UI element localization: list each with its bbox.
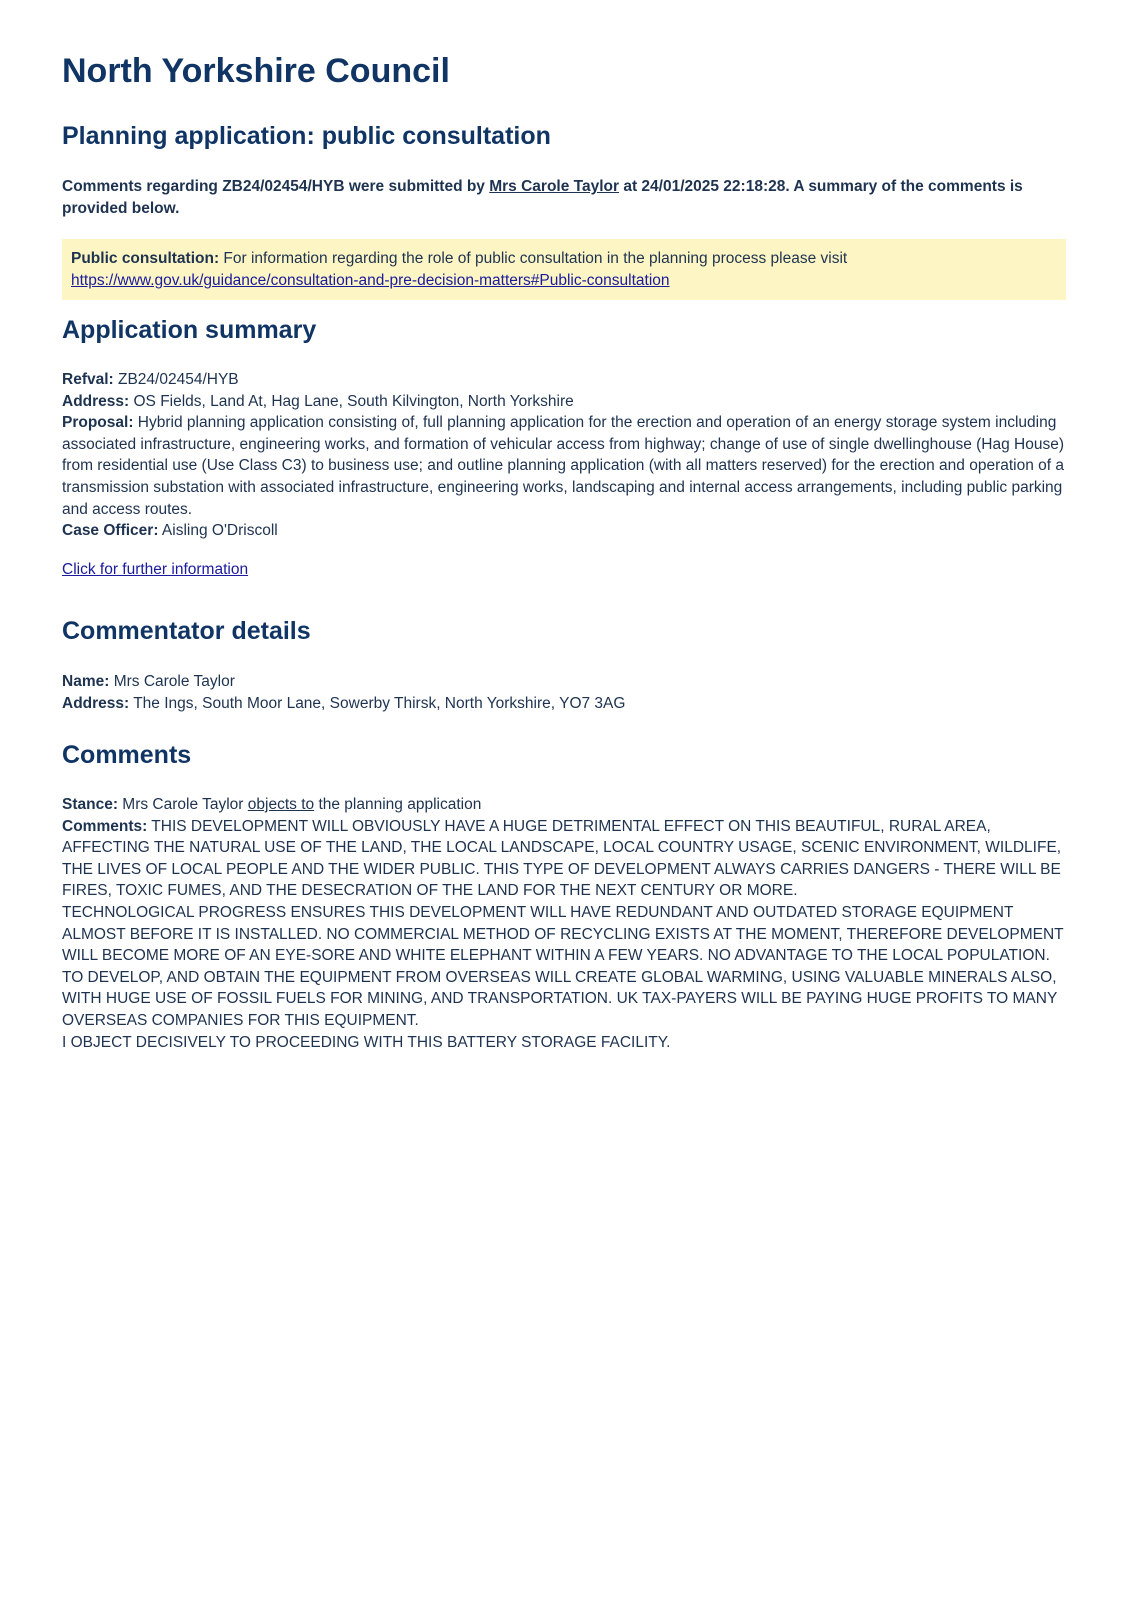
page-subtitle: Planning application: public consultation (62, 122, 551, 150)
notice-text: For information regarding the role of public consultation in the planning process please visit (219, 250, 848, 267)
application-summary-heading: Application summary (62, 316, 317, 344)
commentator-name-label: Name: (62, 673, 110, 690)
proposal-value: Hybrid planning application consisting of, full planning application for the erection and operation of an energy storage system including associated infrastructure, engineering works, and formation of vehicular access from highway; change of use of single dwellinghouse (Hag House) from residential use (Use Class C3) to business use; and outline planning application (with all matters reserved) for the erection and operation of a transmission substation with associated infrastructure, engineering works, landscaping and internal access arrangements, including public parking and access routes. (62, 414, 1065, 518)
refval-value: ZB24/02454/HYB (113, 371, 239, 388)
refval-label: Refval: (62, 371, 114, 388)
comments-text-1: THIS DEVELOPMENT WILL OBVIOUSLY HAVE A HUGE DETRIMENTAL EFFECT ON THIS BEAUTIFUL, RURAL AREA, AFFECTING THE NATURAL USE OF THE LAND, THE LOCAL LANDSCAPE, LOCAL COUNTRY USAGE, SCENIC ENVIRONMENT, WILDLIFE, THE LIVES OF LOCAL PEOPLE AND THE WIDER PUBLIC. THIS TYPE OF DEVELOPMENT ALWAYS CARRIES DANGERS - THERE WILL BE FIRES, TOXIC FUMES, AND THE DESECRATION OF THE LAND FOR THE NEXT CENTURY OR MORE. (62, 817, 1062, 900)
submitter-link[interactable]: Mrs Carole Taylor (489, 178, 620, 195)
refval-row (62, 369, 1068, 391)
comments-heading: Comments (62, 741, 192, 769)
proposal-row (62, 412, 1068, 520)
stance-prefix: Mrs Carole Taylor (118, 796, 248, 813)
public-consultation-notice (62, 239, 1066, 300)
address-label: Address: (62, 392, 130, 410)
case-officer-value: Aisling O'Driscoll (158, 522, 278, 540)
consultation-guidance-link[interactable]: https://www.gov.uk/guidance/consultation-and-pre-decision-matters#Public-consultation (71, 272, 670, 289)
proposal-label: Proposal: (62, 414, 134, 432)
comments-paragraph-1 (62, 816, 1068, 902)
address-row (62, 391, 1068, 413)
comments-body (62, 794, 1068, 1053)
case-officer-label: Case Officer: (62, 522, 159, 540)
comments-label: Comments: (62, 817, 148, 835)
stance-value[interactable]: objects to (247, 796, 315, 813)
intro-prefix: Comments regarding ZB24/02454/HYB were submitted by (62, 178, 490, 195)
application-summary-details (62, 369, 1068, 542)
comments-paragraph-2: TECHNOLOGICAL PROGRESS ENSURES THIS DEVELOPMENT WILL HAVE REDUNDANT AND OUTDATED STORAGE EQUIPMENT ALMOST BEFORE IT IS INSTALLED. NO COMMERCIAL METHOD OF RECYCLING EXISTS AT THE MOMENT, THEREFORE DEVELOPMENT WILL BECOME MORE OF AN EYE-SORE AND WHITE ELEPHANT WITHIN A FEW YEARS. NO ADVANTAGE TO THE LOCAL POPULATION. TO DEVELOP, AND OBTAIN THE EQUIPMENT FROM OVERSEAS WILL CREATE GLOBAL WARMING, USING VALUABLE MINERALS ALSO, WITH HUGE USE OF FOSSIL FUELS FOR MINING, AND TRANSPORTATION. UK TAX-PAYERS WILL BE PAYING HUGE PROFITS TO MANY OVERSEAS COMPANIES FOR THIS EQUIPMENT. (62, 903, 1064, 1029)
intro-suffix: at 24/01/2025 22:18:28. A summary of the comments is provided below. (62, 178, 1023, 217)
commentator-name-row (62, 671, 1068, 693)
stance-suffix: the planning application (314, 796, 482, 813)
commentator-details (62, 671, 1068, 714)
org-title: North Yorkshire Council (62, 52, 450, 90)
address-value: OS Fields, Land At, Hag Lane, South Kilvington, North Yorkshire (129, 392, 574, 410)
further-information-link[interactable]: Click for further information (62, 561, 249, 578)
case-officer-row (62, 520, 1068, 542)
commentator-address-row (62, 693, 1068, 715)
commentator-address-value: The Ings, South Moor Lane, Sowerby Thirsk, North Yorkshire, YO7 3AG (129, 694, 626, 712)
commentator-name-value: Mrs Carole Taylor (109, 673, 235, 690)
commentator-details-heading: Commentator details (62, 617, 311, 645)
notice-label: Public consultation: (71, 250, 220, 267)
stance-row (62, 794, 1068, 816)
commentator-address-label: Address: (62, 694, 130, 712)
stance-label: Stance: (62, 796, 118, 813)
comments-paragraph-3: I OBJECT DECISIVELY TO PROCEEDING WITH THIS BATTERY STORAGE FACILITY. (62, 1033, 671, 1051)
intro-text (62, 176, 1062, 220)
